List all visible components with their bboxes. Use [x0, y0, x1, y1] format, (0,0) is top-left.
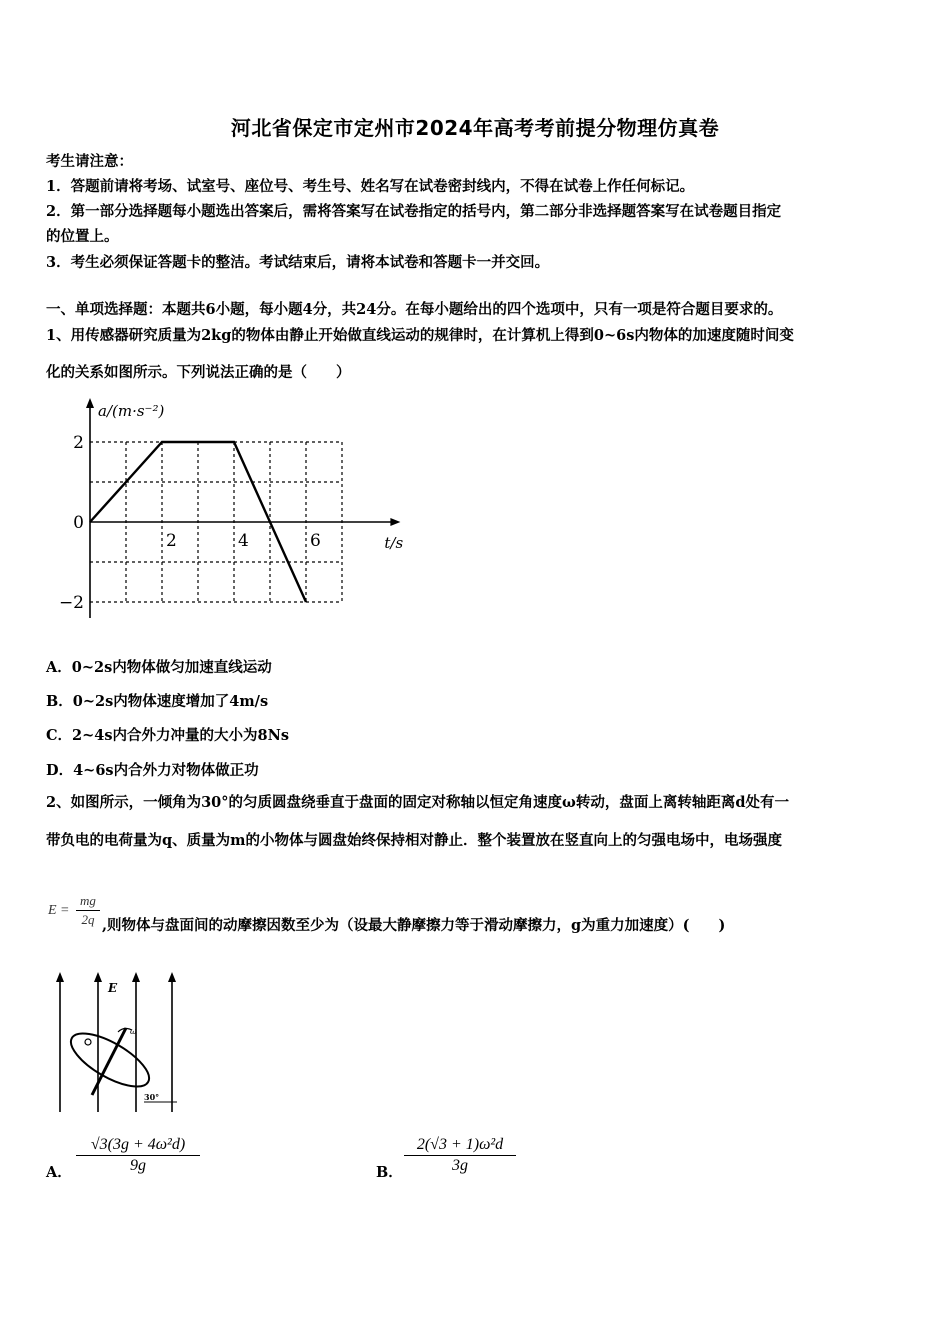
- inclined-disk-figure: [52, 970, 182, 1115]
- q2-stem-line1: 2、如图所示，一倾角为30°的匀质圆盘绕垂直于盘面的固定对称轴以恒定角速度ω转动，盘面上离转轴距离d处有一: [46, 794, 789, 811]
- q2-option-a-denominator: 9g: [130, 1157, 146, 1174]
- q1-stem-line1: 1、用传感器研究质量为2kg的物体由静止开始做直线运动的规律时，在计算机上得到0~6s内物体的加速度随时间变: [46, 327, 794, 344]
- q2-option-b-label: B．: [376, 1164, 403, 1181]
- field-eq-fraction: [76, 893, 100, 928]
- field-label-e: E: [108, 981, 118, 995]
- q1-option-d: D．4~6s内合外力对物体做正功: [46, 762, 259, 779]
- notice-item-2: 2．第一部分选择题每小题选出答案后，需将答案写在试卷指定的括号内，第二部分非选择题答案写在试卷题目指定: [46, 203, 782, 220]
- x-tick-label: 2: [166, 531, 177, 551]
- y-axis-label: a/(m·s⁻²): [98, 402, 165, 420]
- notice-item-1: 1．答题前请将考场、试室号、座位号、考生号、姓名写在试卷密封线内，不得在试卷上作任何标记。: [46, 178, 695, 195]
- q2-stem-line2: 带负电的电荷量为q、质量为m的小物体与圆盘始终保持相对静止．整个装置放在竖直向上的匀强电场中，电场强度: [46, 832, 782, 849]
- field-eq-denominator: 2q: [81, 912, 95, 927]
- q1-stem-line2: 化的关系如图所示。下列说法正确的是（ ）: [46, 364, 351, 381]
- q1-option-c: C．2~4s内合外力冲量的大小为8Ns: [46, 727, 290, 744]
- rotation-axis: [92, 1028, 126, 1095]
- q1-option-a: A．0~2s内物体做匀加速直线运动: [46, 659, 272, 676]
- small-object: [85, 1039, 91, 1045]
- x-tick-label: 6: [310, 531, 321, 551]
- chart-axes: [86, 398, 400, 618]
- x-axis-arrow: [390, 518, 400, 526]
- q2-option-b-numerator: 2(√3 + 1)ω²d: [416, 1136, 504, 1153]
- y-axis-arrow: [86, 398, 94, 408]
- angle-label: 30°: [144, 1092, 160, 1102]
- x-axis-label: t/s: [384, 534, 404, 552]
- q1-option-b: B．0~2s内物体速度增加了4m/s: [46, 693, 269, 710]
- field-eq-lhs: E =: [48, 903, 70, 918]
- fraction-bar: [76, 910, 100, 911]
- fraction-bar: [76, 1155, 200, 1156]
- notice-heading: 考生请注意：: [46, 153, 133, 170]
- q2-option-b-denominator: 3g: [452, 1157, 468, 1174]
- field-eq-numerator: mg: [80, 893, 96, 908]
- q2-option-a-numerator: √3(3g + 4ω²d): [90, 1136, 186, 1153]
- q2-option-a-fraction: [76, 1136, 200, 1175]
- q2-option-a-label: A．: [46, 1164, 72, 1181]
- y-tick-label: 0: [73, 513, 84, 533]
- acceleration-time-chart: [50, 396, 410, 626]
- y-tick-label: 2: [73, 433, 84, 453]
- omega-label: ω: [130, 1027, 137, 1036]
- notice-item-2-cont: 的位置上。: [46, 228, 119, 245]
- exam-title: 河北省保定市定州市2024年高考考前提分物理仿真卷: [230, 116, 720, 140]
- chart-labels: [59, 402, 404, 613]
- y-tick-label: −2: [58, 593, 84, 613]
- fraction-bar: [404, 1155, 516, 1156]
- section-heading: 一、单项选择题：本题共6小题，每小题4分，共24分。在每小题给出的四个选项中，只有一项是符合题目要求的。: [46, 301, 783, 318]
- x-tick-label: 4: [238, 531, 249, 551]
- q2-stem-line3: ,则物体与盘面间的动摩擦因数至少为（设最大静摩擦力等于滑动摩擦力，g为重力加速度）( ): [102, 917, 726, 934]
- q2-option-b-fraction: [404, 1136, 516, 1175]
- notice-item-3: 3．考生必须保证答题卡的整洁。考试结束后，请将本试卷和答题卡一并交回。: [46, 254, 550, 271]
